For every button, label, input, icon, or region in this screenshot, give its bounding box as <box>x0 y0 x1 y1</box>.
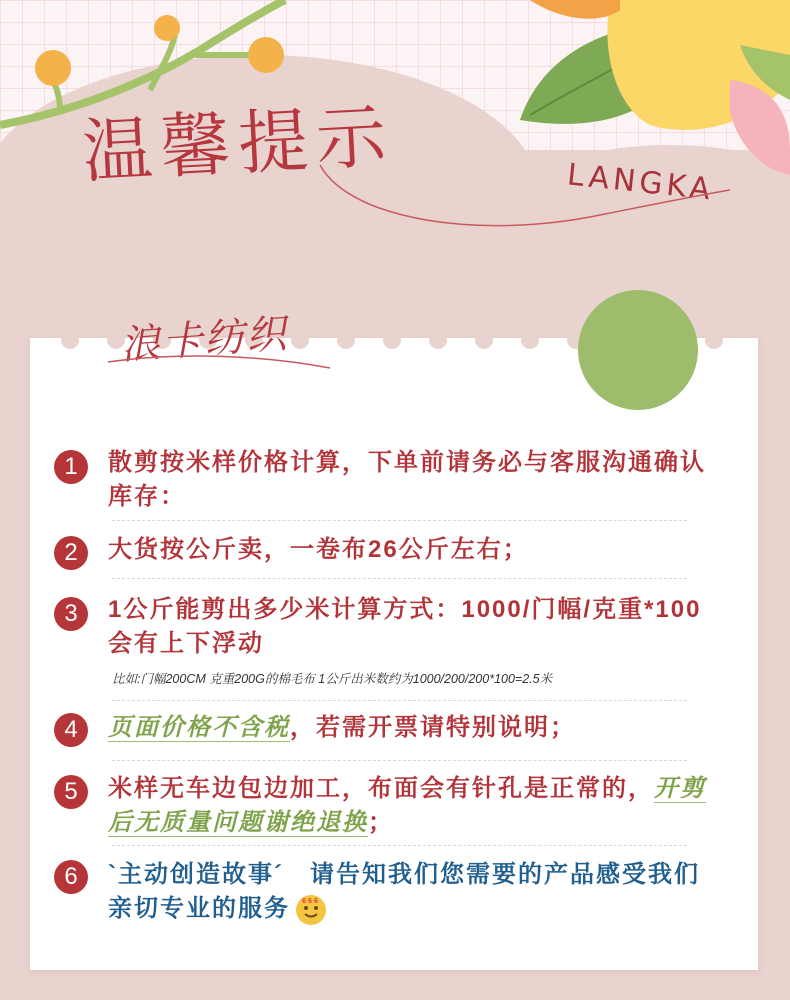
story-highlight: 主动创造故事 <box>118 861 274 888</box>
sample-note-tail: ； <box>368 809 394 836</box>
sample-note-text: 米样无车边包边加工，布面会有针孔是正常的， <box>108 775 654 802</box>
item-text-1: 散剪按米样价格计算，下单前请务必与客服沟通确认库存： <box>108 449 706 510</box>
item-number-4: 4 <box>54 713 88 747</box>
item-text-5 <box>108 772 708 840</box>
script-underline <box>0 0 400 380</box>
item-text-4 <box>108 711 708 745</box>
smile-emoji-icon <box>296 895 326 925</box>
item-number-3: 3 <box>54 597 88 631</box>
item-number-5: 5 <box>54 775 88 809</box>
tax-note-text: ，若需开票请特别说明； <box>290 714 576 741</box>
svg-text:666: 666 <box>302 897 320 905</box>
item-number-6: 6 <box>54 860 88 894</box>
service-text: 请告知我们您需要的产品感受我们亲切专业的服务 <box>108 861 701 922</box>
item-number-2: 2 <box>54 536 88 570</box>
item-text-2: 大货按公斤卖，一卷布26公斤左右； <box>108 536 529 563</box>
divider <box>112 760 687 761</box>
item-text-3: 1公斤能剪出多少米计算方式：1000/门幅/克重*100会有上下浮动 <box>108 596 702 657</box>
item-text-6 <box>108 858 708 926</box>
item-number-1: 1 <box>54 450 88 484</box>
page-title: 温馨提示 <box>80 94 397 194</box>
divider <box>112 700 687 701</box>
no-return-highlight: 开剪后无质量问题谢绝退换 <box>108 775 706 836</box>
quote-mark-close: ´ <box>274 861 284 888</box>
divider <box>112 845 687 846</box>
brand-name: LANGKA <box>565 157 716 208</box>
card-script-title: 浪卡纺织 <box>118 311 290 369</box>
tax-note-highlight: 页面价格不含税 <box>108 714 290 741</box>
divider <box>112 520 687 521</box>
divider <box>112 578 687 579</box>
calculation-example-note: 比如:门幅200CM 克重200G的棉毛布 1公斤出米数约为1000/200/200*100=2.5米 <box>112 672 553 686</box>
quote-mark-open: ` <box>108 861 118 888</box>
green-circle-decoration <box>578 290 698 410</box>
